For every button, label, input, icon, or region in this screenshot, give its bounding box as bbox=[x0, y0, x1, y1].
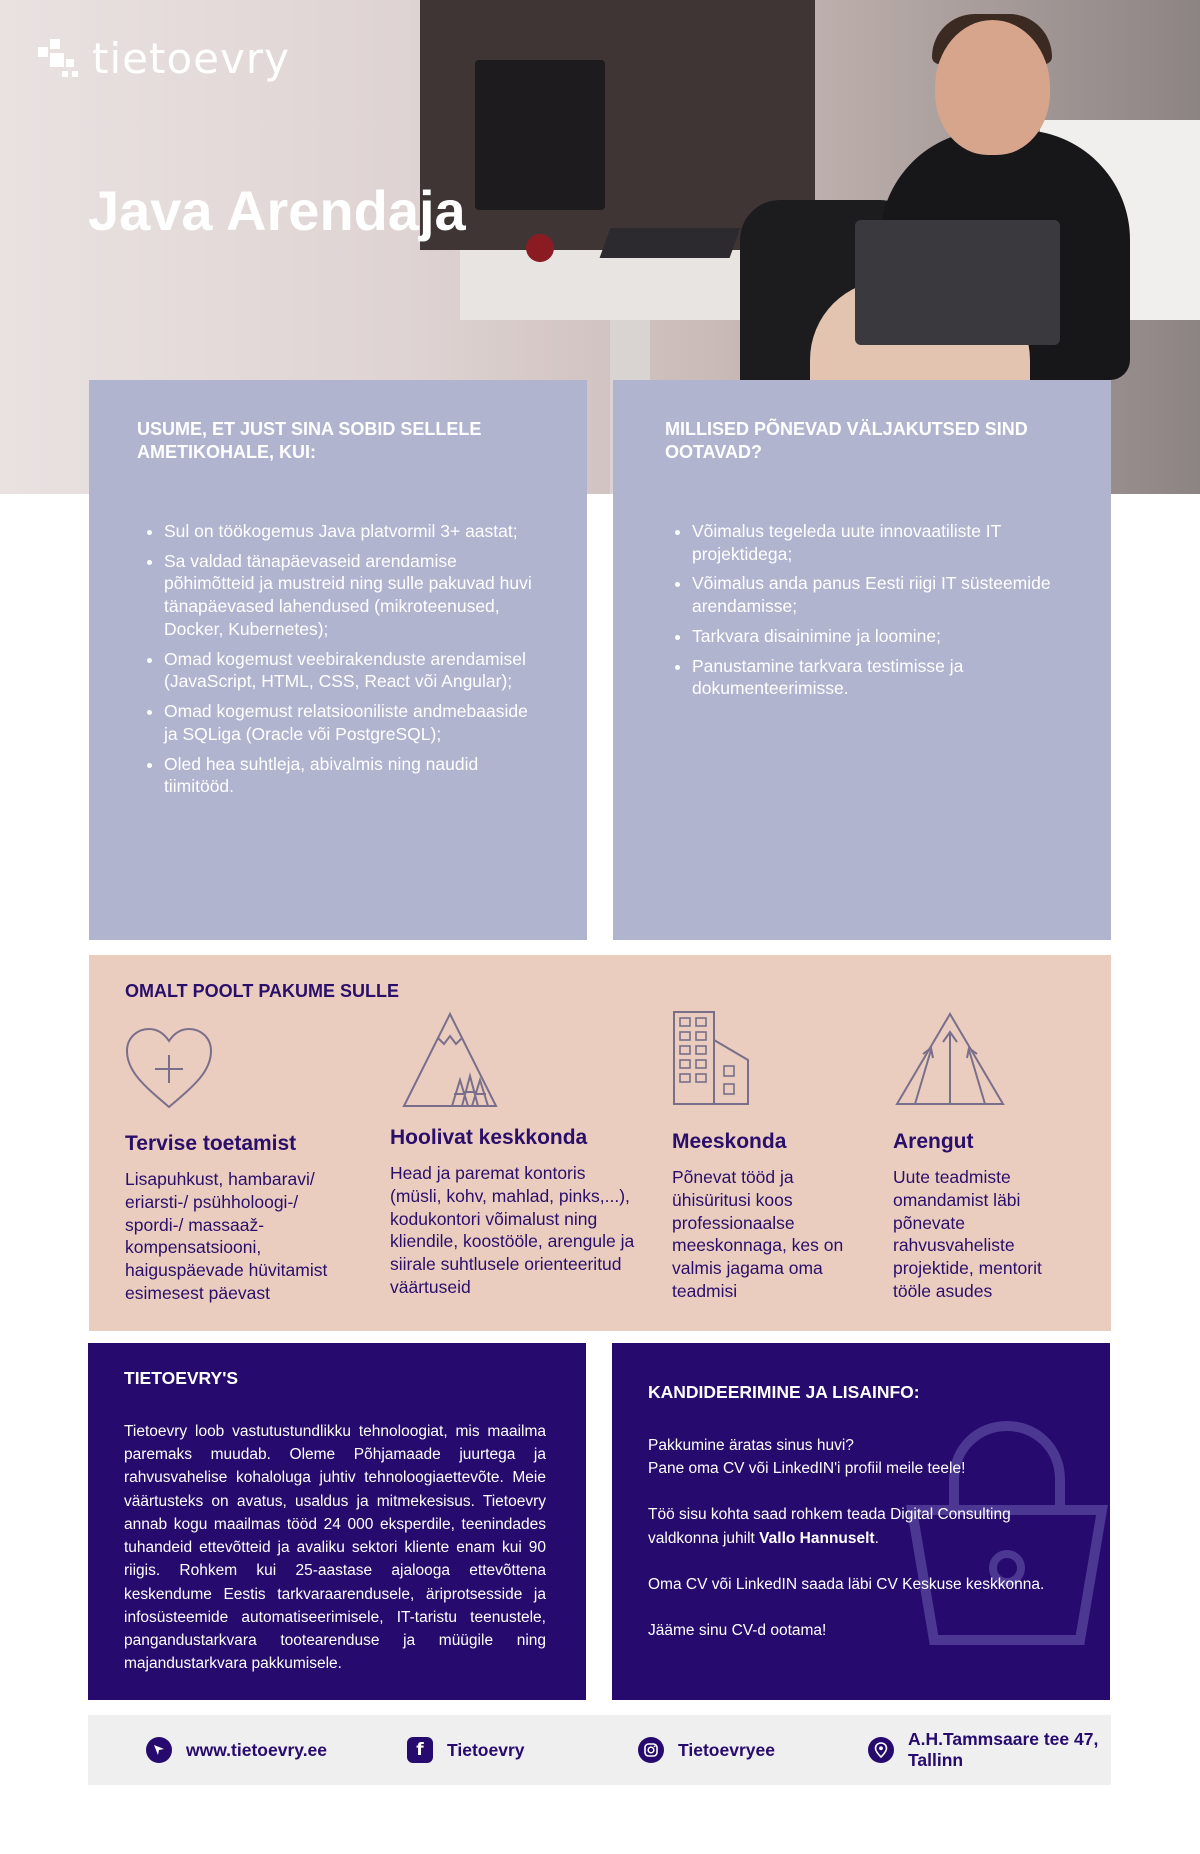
address-city: Tallinn bbox=[908, 1750, 964, 1770]
benefits-section bbox=[89, 955, 1111, 1331]
footer-instagram[interactable] bbox=[638, 1715, 775, 1785]
contact-closing: Jääme sinu CV-d ootama! bbox=[648, 1622, 827, 1639]
contact-heading: KANDIDEERIMINE JA LISAINFO: bbox=[648, 1382, 920, 1402]
footer-address-text bbox=[908, 1729, 1098, 1771]
benefit-text: Põnevat tööd ja ühisüritusi koos professionaalse meeskonnaga, kes on valmis jagama oma teadmisi bbox=[672, 1167, 844, 1301]
footer bbox=[88, 1715, 1111, 1785]
cursor-icon bbox=[146, 1737, 172, 1763]
contact-interest-question: Pakkumine äratas sinus huvi? bbox=[648, 1436, 854, 1454]
buildings-icon bbox=[672, 1010, 752, 1106]
list-item: • Omad kogemust veebirakenduste arendamisel (JavaScript, HTML, CSS, React või Angular); bbox=[164, 648, 539, 694]
list-item: • Panustamine tarkvara testimisse ja dokumenteerimisse. bbox=[692, 655, 1063, 701]
requirements-box bbox=[89, 380, 587, 940]
tietoevry-logo-icon bbox=[38, 39, 82, 79]
footer-website[interactable] bbox=[146, 1715, 327, 1785]
about-text: Tietoevry loob vastutustundlikku tehnoloogiat, mis maailma paremaks muudab. Oleme Põhjamaade juurtega ja rahvusvahelise kohaloluga juhtiv tehnoloogiaettevõte. Meie väärtusteks on avatus, usaldus ja mitmekesisus. Tietoevry annab kogu maailmas tööd 24 000 eksperdile, teenindades tuhandeid ettevõtteid ja avaliku sektori kliente enam kui 90 riigis. Rohkem kui 25-aastase ajalooga ettevõttena keskendume Eestis tarkvaraarendusele, äriprotsesside ja infosüsteemide automatiseerimisele, IT-taristu teenustele, pangandustarkvara tootearenduse ja müügile ning majandustarkvara pakkumisele. bbox=[124, 1422, 546, 1673]
list-item: • Oled hea suhtleja, abivalmis ning naudid tiimitööd. bbox=[164, 753, 539, 799]
photo-monitor bbox=[475, 60, 605, 210]
benefits-heading: OMALT POOLT PAKUME SULLE bbox=[125, 981, 399, 1001]
list-item: • Sul on töökogemus Java platvormil 3+ aastat; bbox=[164, 520, 539, 543]
mountain-trees-icon bbox=[400, 1010, 500, 1110]
instagram-icon bbox=[638, 1737, 664, 1763]
requirements-heading: USUME, ET JUST SINA SOBID SELLELE AMETIKOHALE, KUI: bbox=[137, 419, 482, 463]
photo-laptop bbox=[855, 220, 1060, 345]
list-item: • Sa valdad tänapäevaseid arendamise põhimõtteid ja mustreid ning sulle pakuvad huvi tänapäevased lahendused (mikroteenused, Docker, Kubernetes); bbox=[164, 550, 539, 641]
about-heading: TIETOEVRY'S bbox=[124, 1368, 239, 1388]
benefit-title: Tervise toetamist bbox=[125, 1132, 297, 1155]
contact-paragraph bbox=[648, 1434, 1080, 1481]
contact-info-text: Töö sisu kohta saad rohkem teada Digital Consulting valdkonna juhilt bbox=[648, 1506, 1011, 1547]
footer-facebook-link[interactable]: Tietoevry bbox=[447, 1739, 525, 1760]
challenges-list bbox=[665, 520, 1063, 700]
footer-instagram-link[interactable]: Tietoevryee bbox=[678, 1739, 775, 1760]
address-street: A.H.Tammsaare tee 47, bbox=[908, 1729, 1099, 1749]
challenges-box bbox=[613, 380, 1111, 940]
contact-paragraph: Oma CV või LinkedIN saada läbi CV Keskuse keskkonna. bbox=[648, 1575, 1045, 1593]
job-title: Java Arendaja bbox=[88, 179, 466, 242]
brand-logo bbox=[38, 34, 290, 83]
footer-address bbox=[868, 1715, 1098, 1785]
list-item: • Võimalus tegeleda uute innovaatiliste IT projektidega; bbox=[692, 520, 1063, 566]
heart-plus-icon bbox=[123, 1025, 215, 1111]
footer-website-link[interactable]: www.tietoevry.ee bbox=[186, 1739, 328, 1760]
list-item: • Võimalus anda panus Eesti riigi IT süsteemide arendamisse; bbox=[692, 572, 1063, 618]
benefit-title: Hoolivat keskkonda bbox=[390, 1126, 588, 1149]
contact-box bbox=[612, 1343, 1110, 1700]
benefit-title: Meeskonda bbox=[672, 1130, 787, 1153]
location-pin-icon bbox=[868, 1737, 894, 1763]
photo-plant bbox=[512, 228, 568, 268]
list-item: • Omad kogemust relatsiooniliste andmebaaside ja SQLiga (Oracle või PostgreSQL); bbox=[164, 700, 539, 746]
contact-info-end: . bbox=[874, 1529, 879, 1547]
contact-person-name: Vallo Hannuselt bbox=[759, 1529, 875, 1547]
contact-paragraph bbox=[648, 1503, 1080, 1550]
challenges-heading: MILLISED PÕNEVAD VÄLJAKUTSED SIND OOTAVAD? bbox=[665, 419, 1028, 463]
requirements-list bbox=[137, 520, 539, 798]
photo-person-head bbox=[935, 20, 1050, 155]
photo-keyboard bbox=[600, 228, 741, 258]
about-box bbox=[88, 1343, 586, 1700]
brand-name: tietoevry bbox=[92, 34, 290, 83]
benefit-text: Lisapuhkust, hambaravi/ eriarsti-/ psühholoogi-/ spordi-/ massaaž-kompensatsiooni, haiguspäevade hüvitamist esimesest päevast bbox=[125, 1169, 328, 1303]
benefit-text: Uute teadmiste omandamist läbi põnevate rahvusvaheliste projektide, mentorit tööle asudes bbox=[893, 1167, 1042, 1301]
contact-call-to-action: Pane oma CV või LinkedIN'i profiil meile teele! bbox=[648, 1460, 966, 1477]
footer-facebook[interactable] bbox=[407, 1715, 525, 1785]
benefit-title: Arengut bbox=[893, 1130, 974, 1153]
mountain-arrows-icon bbox=[893, 1010, 1007, 1106]
list-item: • Tarkvara disainimine ja loomine; bbox=[692, 625, 1063, 648]
facebook-icon: f bbox=[407, 1737, 433, 1763]
benefit-text: Head ja paremat kontoris (müsli, kohv, mahlad, pinks,...), kodukontori võimalust ning kliendile, koostööle, arengule ja siirale suhtlusele orienteeritud väärtuseid bbox=[390, 1163, 635, 1297]
